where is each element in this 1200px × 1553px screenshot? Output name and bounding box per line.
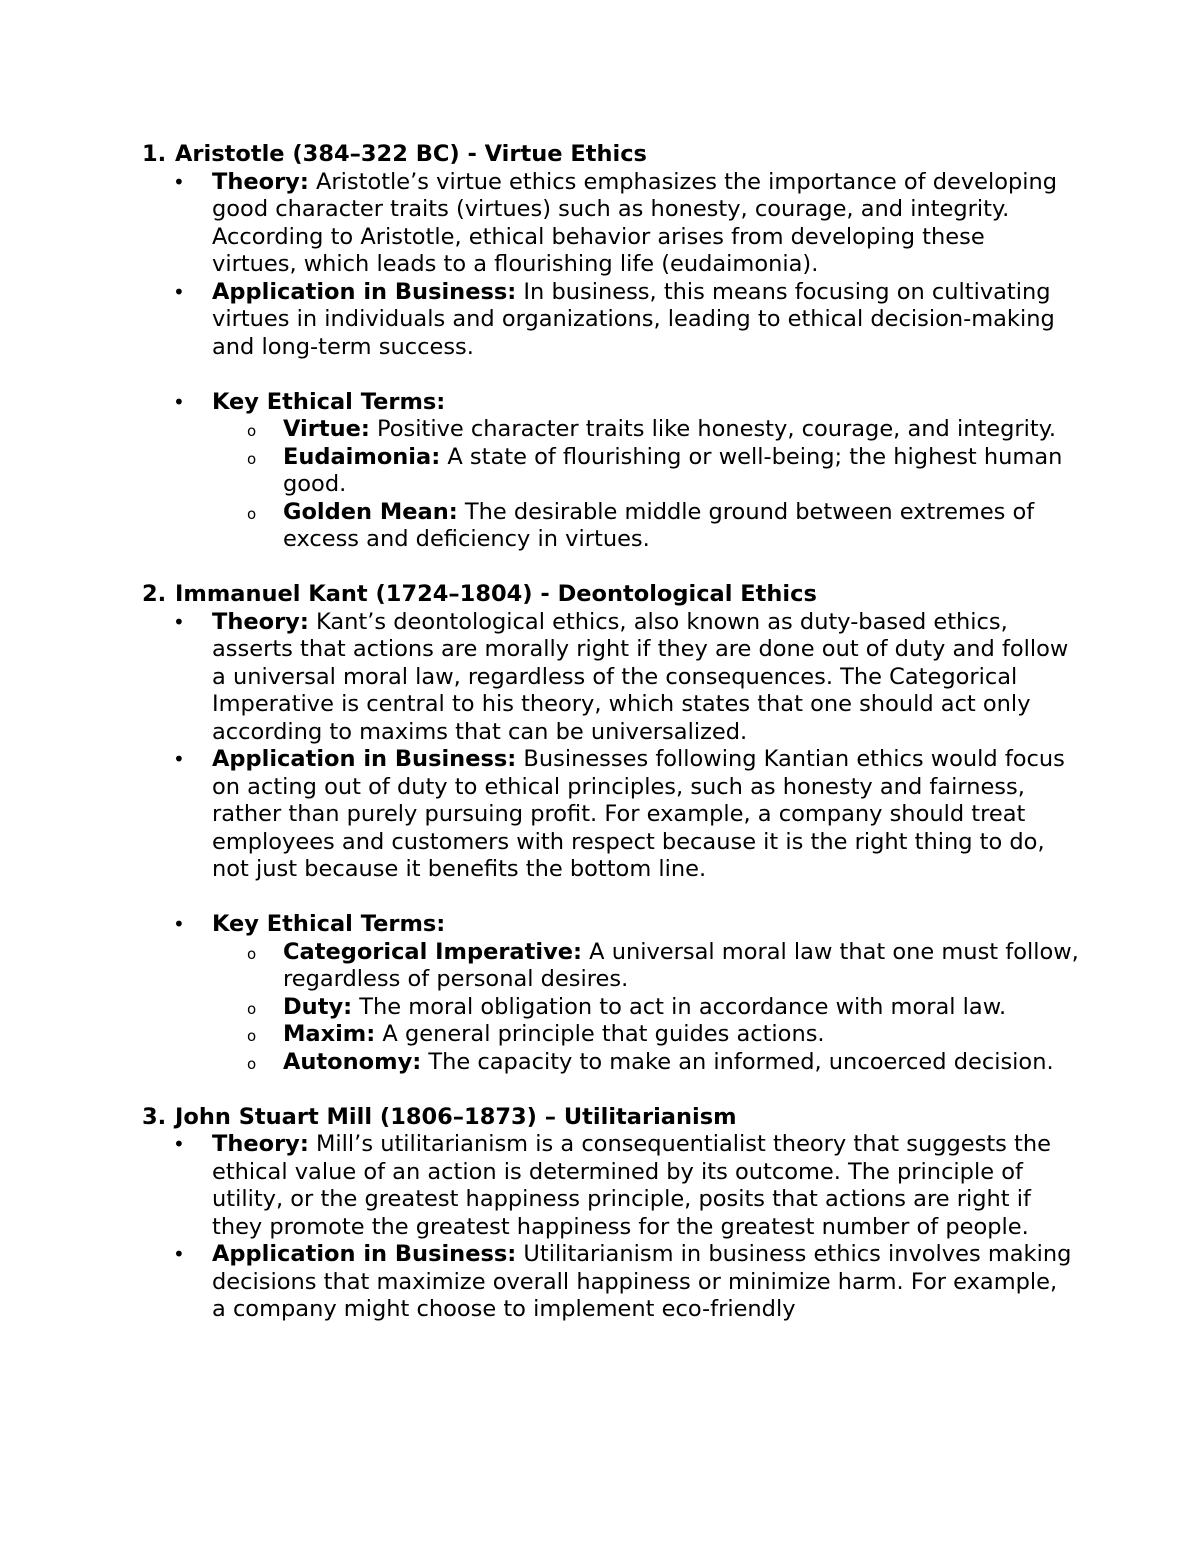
section-mill [0, 1104, 1200, 1324]
bullet-icon: • [173, 609, 185, 634]
circle-bullet-icon: o [247, 1054, 257, 1073]
term-definition: The capacity to make an informed, uncoerced decision. [428, 1048, 1054, 1075]
term-definition: A state of flourishing or well-being; the highest human good. [283, 443, 1063, 497]
key-terms-label: Key Ethical Terms: [212, 388, 446, 415]
circle-bullet-icon: o [247, 999, 257, 1018]
circle-bullet-icon: o [247, 449, 257, 468]
document-page [0, 141, 1200, 1351]
term-item [0, 1021, 1083, 1049]
application-item [0, 746, 1072, 884]
circle-bullet-icon: o [247, 944, 257, 963]
theory-item [0, 609, 1072, 747]
term-definition: The moral obligation to act in accordance with moral law. [359, 993, 1007, 1020]
application-text: Utilitarianism in business ethics involves making decisions that maximize overall happiness or minimize harm. For example, a company might choose to implement eco-friendly [212, 1241, 1072, 1322]
application-text: Businesses following Kantian ethics would focus on acting out of duty to ethical principles, such as honesty and fairness, rather than purely pursuing profit. For example, a company should treat employees and customers with respect because it is the right thing to do, not just because it benefits the bottom line. [212, 746, 1065, 882]
key-terms-item [0, 389, 1072, 417]
application-text: In business, this means focusing on cultivating virtues in individuals and organizations, leading to ethical decision-making and long-term success. [212, 278, 1055, 360]
application-label: Application in Business: [212, 278, 517, 305]
section-title: Aristotle (384–322 BC) - Virtue Ethics [175, 141, 647, 167]
bullet-icon: • [173, 1242, 185, 1266]
theory-item [0, 1131, 1072, 1241]
key-terms-item [0, 911, 1072, 939]
theory-item [0, 169, 1072, 279]
bullet-icon: • [173, 389, 185, 414]
section-number: 3. [142, 1103, 167, 1130]
section-number: 2. [142, 581, 167, 607]
theory-label: Theory: [212, 1131, 309, 1157]
section-title: Immanuel Kant (1724–1804) - Deontological Ethics [175, 581, 817, 607]
application-item [0, 1241, 1072, 1324]
theory-text: Mill’s utilitarianism is a consequentialist theory that suggests the ethical value of an action is determined by its outcome. The principle of utility, or the greatest happiness principle, posits that actions are right if they promote the greatest happiness for the greatest number of people. [212, 1131, 1051, 1240]
section-number: 1. [142, 141, 167, 167]
term-name: Virtue: [283, 416, 370, 442]
section-heading [0, 581, 1200, 609]
term-definition: The desirable middle ground between extremes of excess and deficiency in virtues. [283, 498, 1035, 552]
term-definition: A universal moral law that one must follow, regardless of personal desires. [283, 938, 1079, 992]
term-name: Eudaimonia: [283, 443, 441, 470]
section-kant [0, 581, 1200, 1076]
section-heading [0, 141, 1200, 169]
theory-text: Kant’s deontological ethics, also known as duty-based ethics, asserts that actions are morally right if they are done out of duty and follow a universal moral law, regardless of the consequences. The Categorical Imperative is central to his theory, which states that one should act only according to maxims that can be universalized. [212, 608, 1069, 745]
term-name: Categorical Imperative: [283, 938, 583, 965]
bullet-icon: • [173, 279, 185, 304]
circle-bullet-icon: o [247, 1027, 257, 1045]
theory-text: Aristotle’s virtue ethics emphasizes the importance of developing good character traits (virtues) such as honesty, courage, and integrity. According to Aristotle, ethical behavior arises from developing these virtues, which leads to a flourishing life (eudaimonia). [212, 168, 1058, 277]
key-terms-label: Key Ethical Terms: [212, 911, 446, 937]
term-name: Maxim: [283, 1021, 376, 1047]
theory-label: Theory: [212, 608, 309, 635]
bullet-icon: • [173, 1132, 185, 1156]
application-label: Application in Business: [212, 746, 517, 772]
term-name: Golden Mean: [283, 498, 458, 525]
application-label: Application in Business: [212, 1241, 517, 1267]
term-name: Autonomy: [283, 1048, 422, 1075]
term-item [0, 1049, 1083, 1077]
term-item [0, 499, 1083, 554]
circle-bullet-icon: o [247, 504, 257, 523]
bullet-icon: • [173, 912, 185, 936]
circle-bullet-icon: o [247, 422, 257, 440]
term-name: Duty: [283, 993, 353, 1020]
term-item [0, 939, 1083, 994]
term-definition: A general principle that guides actions. [382, 1021, 825, 1047]
section-heading [0, 1104, 1200, 1132]
term-item [0, 994, 1083, 1022]
term-item [0, 416, 1083, 444]
bullet-icon: • [173, 169, 185, 194]
term-definition: Positive character traits like honesty, courage, and integrity. [377, 416, 1057, 442]
theory-label: Theory: [212, 168, 309, 195]
term-item [0, 444, 1083, 499]
bullet-icon: • [173, 747, 185, 771]
section-aristotle [0, 141, 1200, 554]
section-title: John Stuart Mill (1806–1873) – Utilitarianism [175, 1103, 737, 1130]
application-item [0, 279, 1072, 362]
